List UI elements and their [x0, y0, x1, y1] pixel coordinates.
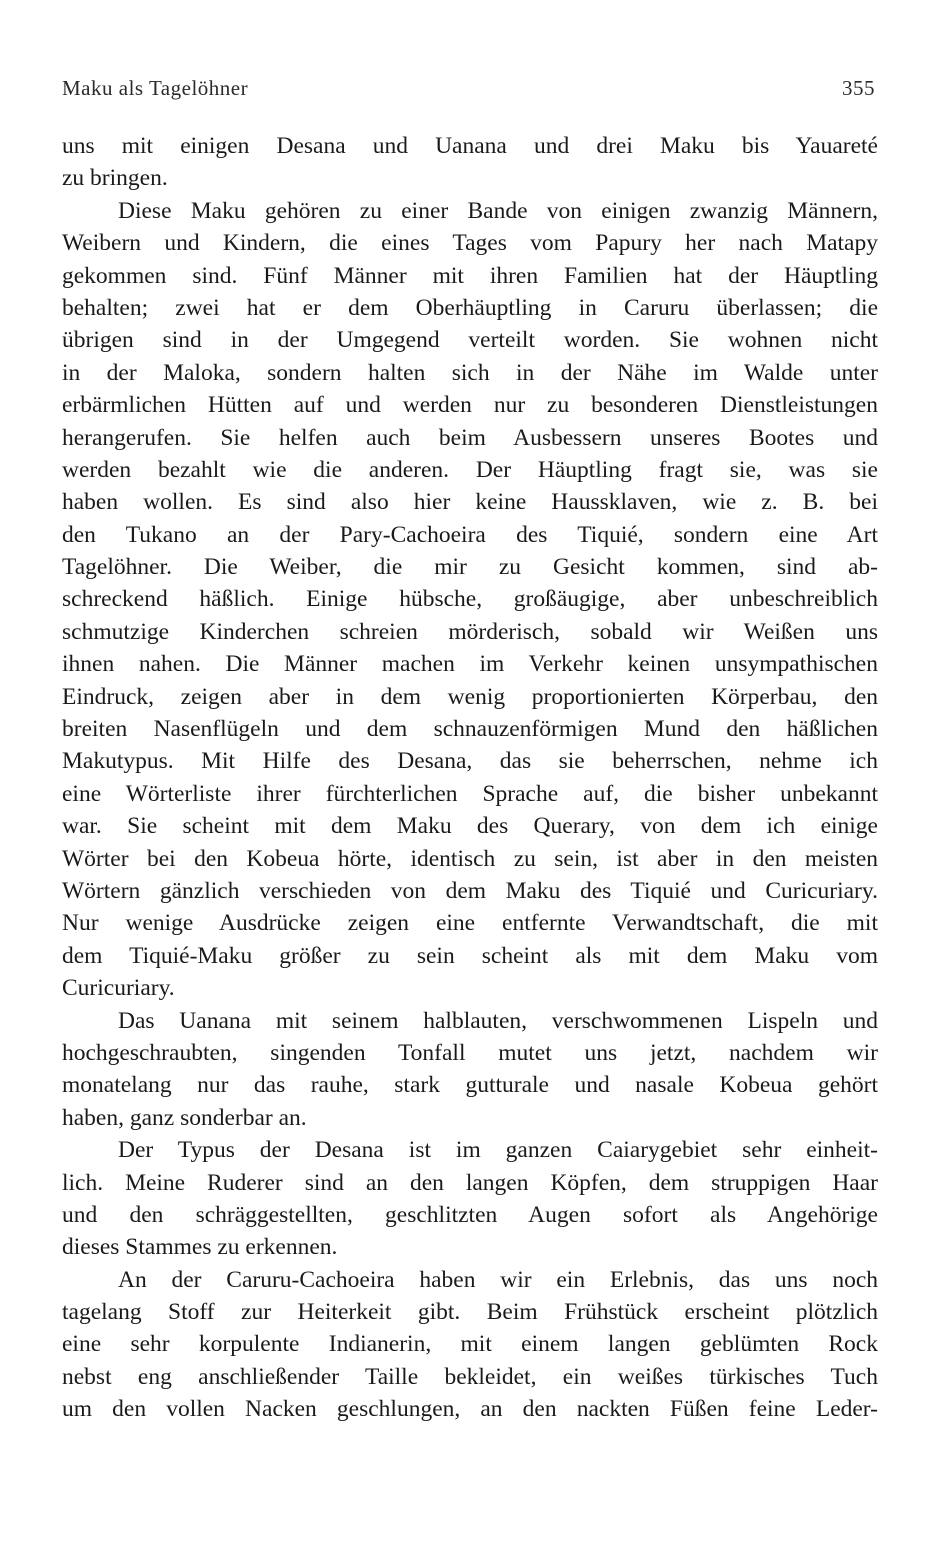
text-line: Weibern und Kindern, die eines Tages vom Papury her nach Matapy [62, 230, 878, 257]
text-line: behalten; zwei hat er dem Oberhäuptling in Caruru überlassen; die [62, 294, 878, 321]
text-line: Tagelöhner. Die Weiber, die mir zu Gesicht kommen, sind ab- [62, 554, 878, 581]
text-line: gekommen sind. Fünf Männer mit ihren Familien hat der Häuptling [62, 262, 878, 289]
text-line: werden bezahlt wie die anderen. Der Häuptling fragt sie, was sie [62, 456, 878, 483]
text-line: An der Caruru-Cachoeira haben wir ein Erlebnis, das uns noch [118, 1266, 878, 1293]
text-line: haben, ganz sonderbar an. [62, 1104, 307, 1131]
text-line: erbärmlichen Hütten auf und werden nur zu besonderen Dienstleistungen [62, 392, 878, 419]
text-line: hochgeschraubten, singenden Tonfall mutet uns jetzt, nachdem wir [62, 1039, 878, 1066]
text-line: Das Uanana mit seinem halblauten, verschwommenen Lispeln und [118, 1007, 878, 1034]
text-line: haben wollen. Es sind also hier keine Haussklaven, wie z. B. bei [62, 489, 878, 516]
text-line: herangerufen. Sie helfen auch beim Ausbessern unseres Bootes und [62, 424, 878, 451]
text-line: übrigen sind in der Umgegend verteilt worden. Sie wohnen nicht [62, 327, 878, 354]
text-line: in der Maloka, sondern halten sich in der Nähe im Walde unter [62, 359, 878, 386]
text-line: monatelang nur das rauhe, stark gutturale und nasale Kobeua gehört [62, 1072, 878, 1099]
text-line: Wörter bei den Kobeua hörte, identisch zu sein, ist aber in den meisten [62, 845, 878, 872]
text-line: schreckend häßlich. Einige hübsche, großäugige, aber unbeschreiblich [62, 586, 878, 613]
text-line: tagelang Stoff zur Heiterkeit gibt. Beim Frühstück erscheint plötzlich [62, 1299, 878, 1326]
text-line: uns mit einigen Desana und Uanana und drei Maku bis Yauareté [62, 133, 878, 159]
text-line: den Tukano an der Pary-Cachoeira des Tiquié, sondern eine Art [62, 521, 878, 548]
text-line: dieses Stammes zu erkennen. [62, 1234, 338, 1261]
text-line: Nur wenige Ausdrücke zeigen eine entfernte Verwandtschaft, die mit [62, 910, 878, 937]
text-line: und den schräggestellten, geschlitzten Augen sofort als Angehörige [62, 1201, 878, 1228]
text-line: eine Wörterliste ihrer fürchterlichen Sprache auf, die bisher unbekannt [62, 780, 878, 807]
text-line: war. Sie scheint mit dem Maku des Querary, von dem ich einige [62, 813, 878, 840]
running-title: Maku als Tagelöhner [62, 76, 249, 100]
text-line: Diese Maku gehören zu einer Bande von einigen zwanzig Männern, [118, 197, 878, 224]
text-line: Curicuriary. [62, 975, 175, 1002]
text-line: lich. Meine Ruderer sind an den langen Köpfen, dem struppigen Haar [62, 1169, 878, 1196]
text-line: nebst eng anschließender Taille bekleidet, ein weißes türkisches Tuch [62, 1363, 878, 1390]
text-line: eine sehr korpulente Indianerin, mit einem langen geblümten Rock [62, 1331, 878, 1358]
page-number: 355 [842, 76, 875, 100]
text-line: dem Tiquié-Maku größer zu sein scheint als mit dem Maku vom [62, 942, 878, 969]
text-line: Wörtern gänzlich verschieden von dem Maku des Tiquié und Curicuriary. [62, 877, 878, 904]
text-line: zu bringen. [62, 165, 168, 192]
text-line: schmutzige Kinderchen schreien mörderisch, sobald wir Weißen uns [62, 618, 878, 645]
body-text [62, 130, 878, 1426]
text-line: Makutypus. Mit Hilfe des Desana, das sie beherrschen, nehme ich [62, 748, 878, 775]
text-line: breiten Nasenflügeln und dem schnauzenförmigen Mund den häßlichen [62, 716, 878, 743]
running-head [62, 76, 875, 104]
text-line: ihnen nahen. Die Männer machen im Verkehr keinen unsympathischen [62, 651, 878, 678]
text-line: Eindruck, zeigen aber in dem wenig proportionierten Körperbau, den [62, 683, 878, 710]
text-line: Der Typus der Desana ist im ganzen Caiarygebiet sehr einheit- [118, 1137, 878, 1164]
text-line: um den vollen Nacken geschlungen, an den nackten Füßen feine Leder- [62, 1396, 878, 1423]
